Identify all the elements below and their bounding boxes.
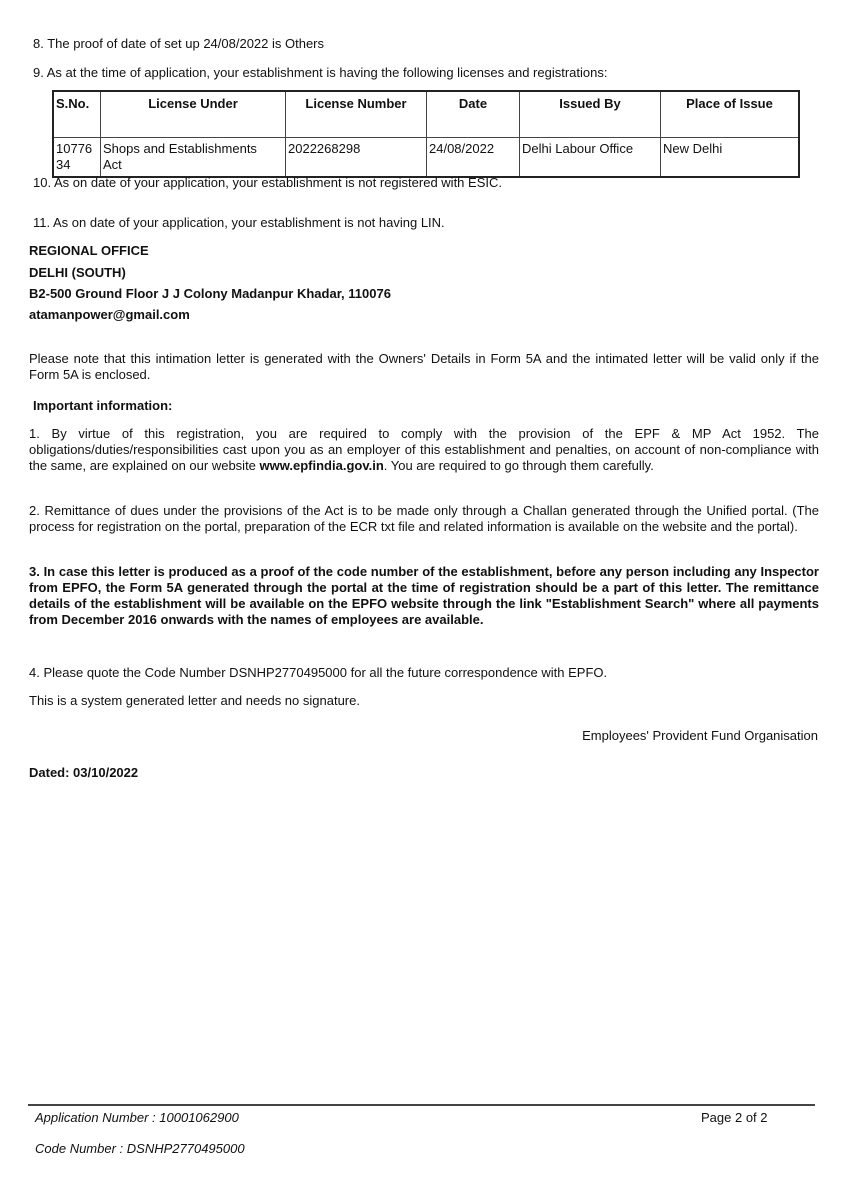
important-point-1 <box>29 426 819 474</box>
header-sno: S.No. <box>53 91 101 138</box>
item-10-esic-status: 10. As on date of your application, your establishment is not registered with ESIC. <box>33 175 502 190</box>
license-table-header-row <box>53 91 799 138</box>
footer-application-number: Application Number : 10001062900 <box>35 1110 239 1125</box>
header-date: Date <box>427 91 520 138</box>
cell-date: 24/08/2022 <box>427 138 520 178</box>
header-license-number: License Number <box>286 91 427 138</box>
regional-office-email: atamanpower@gmail.com <box>29 307 190 322</box>
item-8-proof-date: 8. The proof of date of set up 24/08/2022 is Others <box>33 36 325 51</box>
important-point-3: 3. In case this letter is produced as a proof of the code number of the establishment, before any person including any Inspector from EPFO, the Form 5A generated through the portal at the time of registration should be a part of this letter. The remittance details of the establishment will be available on the EPFO website through the link "Establishment Search" where all payments from December 2016 onwards with the names of employees are available. <box>29 564 819 627</box>
regional-office-address: B2-500 Ground Floor J J Colony Madanpur Khadar, 110076 <box>29 286 391 301</box>
important-point-2: 2. Remittance of dues under the provisions of the Act is to be made only through a Challan generated through the Unified portal. (The process for registration on the portal, preparation of the ECR txt file and related information is available on the website and the portal). <box>29 503 819 534</box>
signature-organisation: Employees' Provident Fund Organisation <box>582 728 818 743</box>
regional-office-title: REGIONAL OFFICE <box>29 243 149 258</box>
cell-sno <box>53 138 101 178</box>
important-point-4: 4. Please quote the Code Number DSNHP2770495000 for all the future correspondence with EPFO. <box>29 665 608 680</box>
cell-license-under-line1: Shops and Establishments <box>103 141 257 156</box>
cell-license-under-line2: Act <box>103 157 122 172</box>
item-9-licenses-intro: 9. As at the time of application, your establishment is having the following licenses and registrations: <box>33 65 608 80</box>
table-row <box>53 138 799 178</box>
header-issued-by: Issued By <box>520 91 661 138</box>
license-table <box>52 90 800 178</box>
cell-sno-line2: 34 <box>56 157 71 172</box>
footer-page-number: Page 2 of 2 <box>701 1110 768 1125</box>
cell-place-of-issue: New Delhi <box>661 138 800 178</box>
cell-license-under <box>101 138 286 178</box>
important-info-heading: Important information: <box>33 398 173 413</box>
point-1-text-end: . You are required to go through them carefully. <box>383 458 654 473</box>
header-license-under: License Under <box>101 91 286 138</box>
point-1-text: 1. By virtue of this registration, you are required to comply with the provision of the EPF & MP Act 1952. The obligations/duties/responsibilities cast upon you as an employer of this establishment and penalties, on account of non-compliance with the same, are explained on our website <box>29 426 819 473</box>
footer-code-number: Code Number : DSNHP2770495000 <box>35 1141 245 1156</box>
cell-sno-line1: 10776 <box>56 141 93 156</box>
regional-office-region: DELHI (SOUTH) <box>29 265 126 280</box>
cell-issued-by: Delhi Labour Office <box>520 138 661 178</box>
system-generated-note: This is a system generated letter and needs no signature. <box>29 693 360 708</box>
item-11-lin-status: 11. As on date of your application, your establishment is not having LIN. <box>33 215 445 230</box>
dated-label: Dated: 03/10/2022 <box>29 765 139 780</box>
cell-license-number: 2022268298 <box>286 138 427 178</box>
form-5a-note: Please note that this intimation letter is generated with the Owners' Details in Form 5A and the intimated letter will be valid only if the Form 5A is enclosed. <box>29 351 819 382</box>
header-place-of-issue: Place of Issue <box>661 91 800 138</box>
epf-website-link[interactable]: www.epfindia.gov.in <box>259 458 384 473</box>
footer-divider <box>28 1104 815 1106</box>
